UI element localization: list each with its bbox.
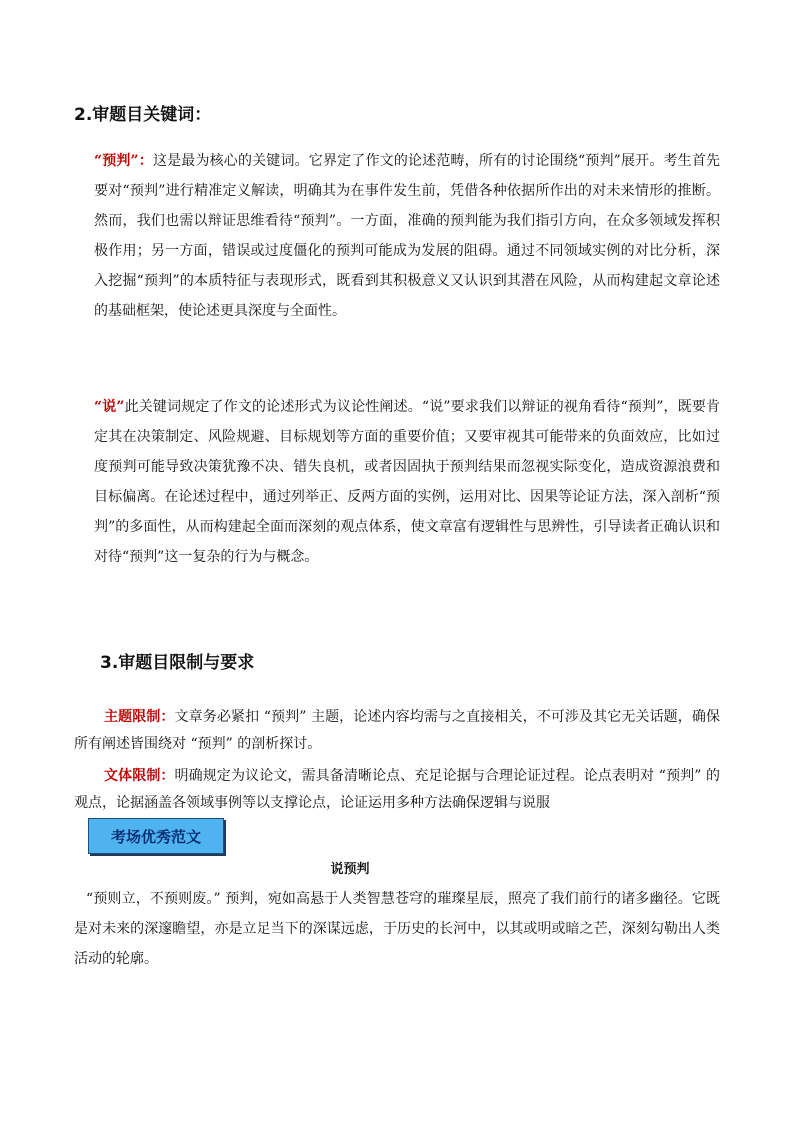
keyword-text-say: 此关键词规定了作文的论述形式为议论性阐述。“说”要求我们以辩证的视角看待“预判”，既要肯定其在决策制定、风险规避、目标规划等方面的重要价值；又要审视其可能带来的负面效应，比如过度预判可能导致决策犹豫不决、错失良机，或者因固执于预判结果而忽视实际变化，造成资源浪费和目标偏离。在论述过程中，通过列举正、反两方面的实例，运用对比、因果等论证方法，深入剖析“预判”的多面性，从而构建起全面而深刻的观点体系，使文章富有逻辑性与思辨性，引导读者正确认识和对待“预判”这一复杂的行为与概念。 <box>94 399 720 565</box>
model-essay-badge: 考场优秀范文 <box>88 818 224 854</box>
essay-title: 说预判 <box>330 862 370 877</box>
keyword-label-prediction: “预判”： <box>94 153 153 169</box>
keyword-paragraph-prediction <box>94 146 720 326</box>
style-limit-text: 明确规定为议论文，需具备清晰论点、充足论据与合理论证过程。论点表明对 “预判” 的观点，论据涵盖各领域事例等以支撑论点，论证运用多种方法确保逻辑与说服 <box>74 768 720 811</box>
theme-limit-paragraph <box>74 704 720 758</box>
theme-limit-text: 文章务必紧扣 “预判” 主题，论述内容均需与之直接相关，不可涉及其它无关话题，确保所有阐述皆围绕对 “预判” 的剖析探讨。 <box>74 709 720 752</box>
style-limit-paragraph <box>74 763 720 817</box>
keyword-paragraph-say <box>94 392 720 572</box>
theme-limit-label: 主题限制： <box>104 709 175 725</box>
keyword-label-say: “说” <box>94 399 125 415</box>
essay-body: “预则立，不预则废。” 预判，宛如高悬于人类智慧苍穹的璀璨星辰，照亮了我们前行的诸多幽径。它既是对未来的深邃瞻望，亦是立足当下的深谋远虑，于历史的长河中，以其或明或暗之芒，深刻勾勒出人类活动的轮廓。 <box>74 891 720 967</box>
section-heading-limits: 3.审题目限制与要求 <box>100 653 255 673</box>
keyword-text-prediction: 这是最为核心的关键词。它界定了作文的论述范畴，所有的讨论围绕“预判”展开。考生首先要对“预判”进行精准定义解读，明确其为在事件发生前，凭借各种依据所作出的对未来情形的推断。然而，我们也需以辩证思维看待“预判”。一方面，准确的预判能为我们指引方向，在众多领域发挥积极作用；另一方面，错误或过度僵化的预判可能成为发展的阻碍。通过不同领域实例的对比分析，深入挖掘“预判”的本质特征与表现形式，既看到其积极意义又认识到其潜在风险，从而构建起文章论述的基础框架，使论述更具深度与全面性。 <box>94 153 721 319</box>
style-limit-label: 文体限制： <box>104 768 175 784</box>
section-heading-keywords: 2.审题目关键词： <box>74 105 212 125</box>
